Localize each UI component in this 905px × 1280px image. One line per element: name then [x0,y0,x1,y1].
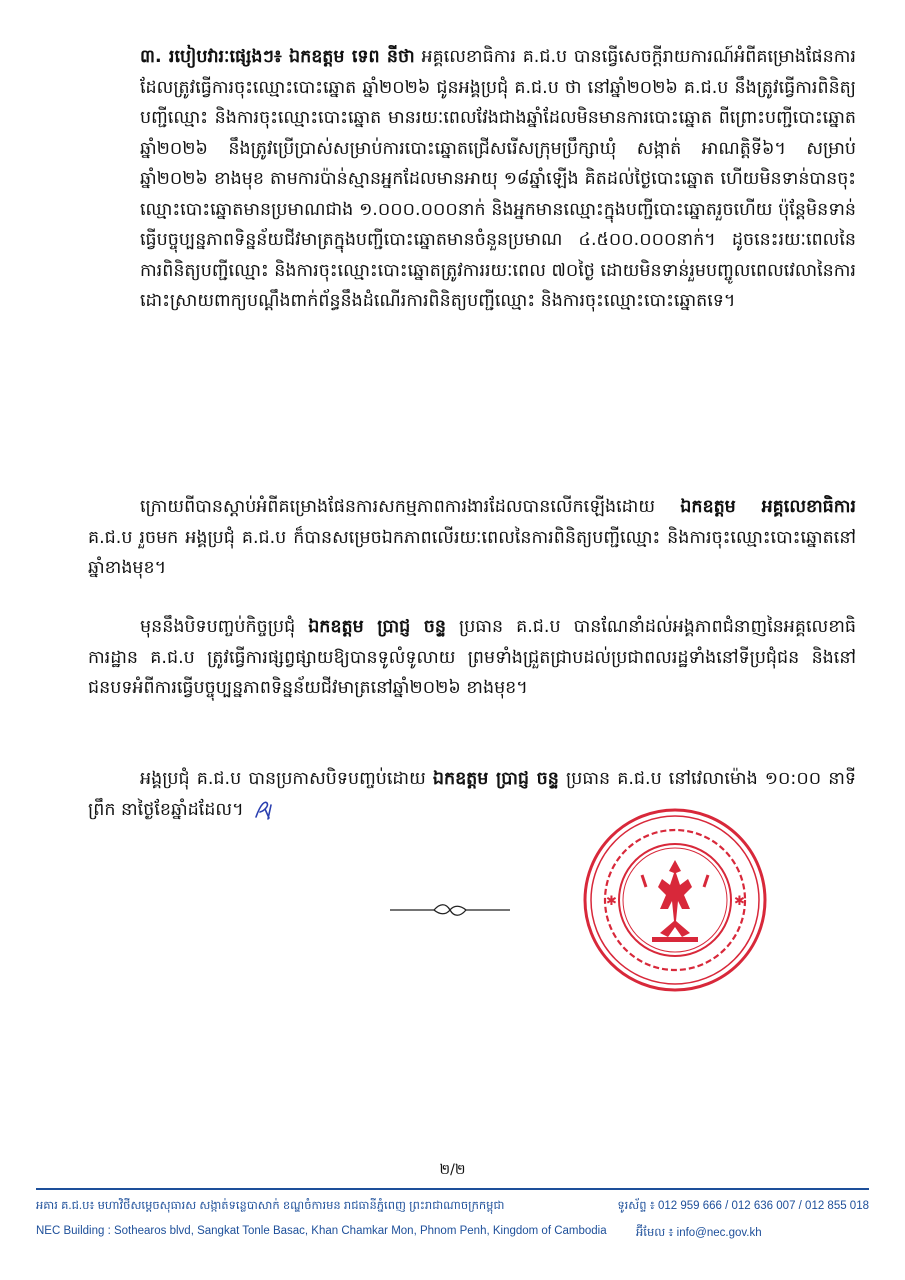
footer-address-en-row [36,1225,869,1237]
paragraph-text: ប្រធាន គ.ជ.ប បានណែនាំដល់អង្គភាពជំនាញនៃអគ្គលេខាធិការដ្ឋាន គ.ជ.ប ត្រូវធ្វើការផ្សព្វផ្សាយឱ្យបានទូលំទូលាយ ព្រមទាំងជ្រួតជ្រាបដល់ប្រជាពលរដ្ឋទាំងនៅទីប្រជុំជន និងនៅជនបទអំពីការធ្វើបច្ចុប្បន្នភាពទិន្នន័យជីវមាត្រនៅឆ្នាំ២០២៦ ខាងមុខ។ [88,617,856,698]
paragraph-text: អគ្គលេខាធិការ គ.ជ.ប បានធ្វើសេចក្តីរាយការណ៍អំពីគម្រោងផែនការដែលត្រូវធ្វើការចុះឈ្មោះបោះឆ្នោត ឆ្នាំ២០២៦ ជូនអង្គប្រជុំ គ.ជ.ប ថា នៅឆ្នាំ២០២៦ គ.ជ.ប នឹងត្រូវធ្វើការពិនិត្យបញ្ជីឈ្មោះ និងការចុះឈ្មោះបោះឆ្នោត មានរយៈពេលវែងជាងឆ្នាំដែលមិនមានការបោះឆ្នោត ពីព្រោះបញ្ជីបោះឆ្នោត ឆ្នាំ២០២៦ នឹងត្រូវប្រើប្រាស់សម្រាប់ការបោះឆ្នោតជ្រើសរើសក្រុមប្រឹក្សាឃុំ សង្កាត់ អាណត្តិទី៦។ សម្រាប់ឆ្នាំ២០២៦ ខាងមុខ តាមការប៉ាន់ស្មានអ្នកដែលមានអាយុ ១៨ឆ្នាំឡើង គិតដល់ថ្ងៃបោះឆ្នោត ហើយមិនទាន់បានចុះឈ្មោះបោះឆ្នោតមានប្រមាណជាង ១.០០០.០០០នាក់ និងអ្នកមានឈ្មោះក្នុងបញ្ជីបោះឆ្នោតរួចហើយ ប៉ុន្តែមិនទាន់ធ្វើបច្ចុប្បន្នភាពទិន្នន័យជីវមាត្រក្នុងបញ្ជីបោះឆ្នោតមានចំនួនប្រមាណ ៤.៥០០.០០០នាក់។ ដូចនេះរយៈពេលនៃការពិនិត្យបញ្ជីឈ្មោះ និងការចុះឈ្មោះបោះឆ្នោតត្រូវការរយៈពេល ៧០ថ្ងៃ ដោយមិនទាន់រួមបញ្ចូលពេលវេលានៃការដោះស្រាយពាក្យបណ្តឹងពាក់ព័ន្ធនឹងដំណើរការពិនិត្យបញ្ជីឈ្មោះ និងការចុះឈ្មោះបោះឆ្នោតទេ។ [140,47,856,311]
footer-email: អ៊ីមែល ៖ info@nec.gov.kh [636,1227,762,1239]
speaker-president: ឯកឧត្តម ប្រាជ្ញ ចន្ទ [432,769,559,789]
paragraph-text: មុននឹងបិទបញ្ចប់កិច្ចប្រជុំ [140,617,309,637]
svg-text:✱: ✱ [606,894,617,909]
paragraph-instruction [88,612,856,704]
divider-ornament [390,900,510,920]
footer-address-km: អគារ គ.ជ.ប៖ មហាវិថីសម្តេចសុធារស សង្កាត់ទន្លេបាសាក់ ខណ្ឌចំការមន រាជធានីភ្នំពេញ ព្រះរាជាណាចក្រកម្ពុជា [36,1200,505,1212]
svg-text:✱: ✱ [734,894,745,909]
footer-phone: ទូរស័ព្ទ ៖ 012 959 666 / 012 636 007 / 012 855 018 [617,1200,869,1212]
footer-address-km-row [36,1198,869,1215]
paragraph-text: ក្រោយពីបានស្តាប់អំពីគម្រោងផែនការសកម្មភាពការងារដែលបានលើកឡើងដោយ [140,497,681,517]
speaker-name: ឯកឧត្តម អគ្គលេខាធិការ [680,497,856,517]
paragraph-agenda-other [140,42,856,317]
footer-address-en: NEC Building : Sothearos blvd, Sangkat Tonle Basac, Khan Chamkar Mon, Phnom Penh, Kingdom of Cambodia [36,1225,607,1237]
speaker-president: ឯកឧត្តម ប្រាជ្ញ ចន្ទ [308,617,447,637]
initials-signature-icon [253,799,275,821]
paragraph-text: អង្គប្រជុំ គ.ជ.ប បានប្រកាសបិទបញ្ចប់ដោយ [140,769,433,789]
paragraph-text: ប្រធាន គ.ជ.ប នៅវេលាម៉ោង ១០:០០ នាទីព្រឹក នាថ្ងៃខែឆ្នាំដដែល។ [88,769,856,820]
paragraph-approval [88,492,856,584]
paragraph-text: គ.ជ.ប រួចមក អង្គប្រជុំ គ.ជ.ប ក៏បានសម្រេចឯកភាពលើរយៈពេលនៃការពិនិត្យបញ្ជីឈ្មោះ និងការចុះឈ្មោះបោះឆ្នោតនៅឆ្នាំខាងមុខ។ [88,527,856,578]
agenda-heading: ៣. របៀបវារៈផ្សេងៗ៖ [140,47,289,67]
speaker-secretary-general: ឯកឧត្តម ទេព នីថា [288,47,415,67]
page-number: ២/២ [439,1162,466,1178]
official-seal-icon [580,805,770,995]
footer-divider [36,1188,869,1190]
